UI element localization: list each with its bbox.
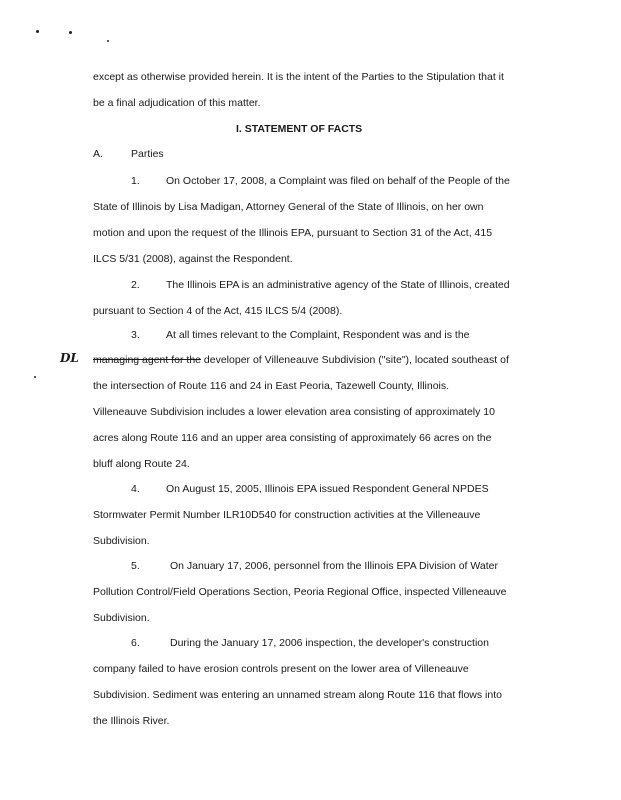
section-title: I. STATEMENT OF FACTS (236, 123, 363, 135)
paragraph-3-line-rest: developer of Villeneauve Subdivision ("site"), located southeast of (201, 354, 509, 366)
paragraph-3-line: bluff along Route 24. (93, 458, 190, 470)
struck-text: managing agent for the (93, 354, 201, 366)
intro-line-1: except as otherwise provided herein. It is the intent of the Parties to the Stipulation that it (93, 71, 504, 83)
paragraph-1-number: 1. (131, 175, 140, 187)
scan-speck (36, 30, 39, 33)
paragraph-3-line: acres along Route 116 and an upper area consisting of approximately 66 acres on the (93, 432, 492, 444)
scan-speck (107, 40, 109, 42)
paragraph-6-line: Subdivision. Sediment was entering an unnamed stream along Route 116 that flows into (93, 689, 502, 701)
paragraph-4-line: Stormwater Permit Number ILR10D540 for construction activities at the Villeneauve (93, 509, 481, 521)
paragraph-1-line: On October 17, 2008, a Complaint was filed on behalf of the People of the (166, 175, 510, 187)
margin-initials: DL (60, 351, 79, 365)
paragraph-6-line: During the January 17, 2006 inspection, the developer's construction (170, 637, 489, 649)
paragraph-4-number: 4. (131, 483, 140, 495)
paragraph-1-line: motion and upon the request of the Illinois EPA, pursuant to Section 31 of the Act, 415 (93, 227, 493, 239)
intro-line-2: be a final adjudication of this matter. (93, 97, 261, 109)
paragraph-5-line: Subdivision. (93, 612, 150, 624)
paragraph-3-line (93, 353, 509, 367)
paragraph-4-line: On August 15, 2005, Illinois EPA issued Respondent General NPDES (166, 483, 489, 495)
paragraph-1-line: ILCS 5/31 (2008), against the Respondent. (93, 253, 293, 265)
paragraph-3-line: Villeneauve Subdivision includes a lower elevation area consisting of approximately 10 (93, 406, 495, 418)
paragraph-2-number: 2. (131, 279, 140, 291)
paragraph-6-line: the Illinois River. (93, 715, 170, 727)
paragraph-2-line: pursuant to Section 4 of the Act, 415 ILCS 5/4 (2008). (93, 305, 343, 317)
paragraph-1-line: State of Illinois by Lisa Madigan, Attorney General of the State of Illinois, on her own (93, 201, 484, 213)
scan-speck (69, 31, 72, 34)
paragraph-2-line: The Illinois EPA is an administrative agency of the State of Illinois, created (166, 279, 510, 291)
paragraph-3-number: 3. (131, 329, 140, 341)
paragraph-5-line: On January 17, 2006, personnel from the Illinois EPA Division of Water (170, 560, 498, 572)
scan-speck (34, 376, 36, 378)
paragraph-3-line: the intersection of Route 116 and 24 in East Peoria, Tazewell County, Illinois. (93, 380, 450, 392)
paragraph-5-number: 5. (131, 560, 140, 572)
paragraph-3-line: At all times relevant to the Complaint, Respondent was and is the (166, 329, 470, 341)
subsection-letter: A. (93, 148, 103, 160)
paragraph-6-line: company failed to have erosion controls present on the lower area of Villeneauve (93, 663, 469, 675)
paragraph-6-number: 6. (131, 637, 140, 649)
subsection-title: Parties (131, 148, 164, 160)
paragraph-5-line: Pollution Control/Field Operations Section, Peoria Regional Office, inspected Villeneauve (93, 586, 507, 598)
paragraph-4-line: Subdivision. (93, 535, 150, 547)
